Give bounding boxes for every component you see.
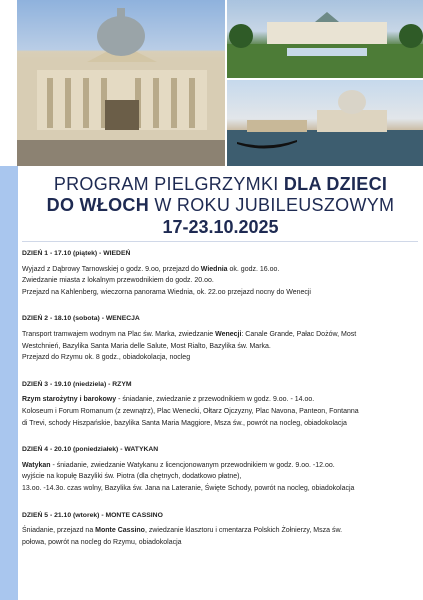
day-text-line: Zwiedzanie miasta z lokalnym przewodnikiem do godz. 20.oo. (22, 277, 214, 285)
divider (22, 241, 418, 242)
day-heading: DZIEŃ 3 - 19.10 (niedziela) - RZYM (22, 380, 132, 388)
program-days (22, 248, 420, 563)
day-heading: DZIEŃ 5 - 21.10 (wtorek) - MONTE CASSINO (22, 511, 163, 519)
day-text-line: Przejazd na Kahlenberg, wieczorna panorama Wiednia, ok. 22.oo przejazd nocny do Wenecji (22, 288, 311, 296)
day-text-line: Rzym starożytny i barokowy - śniadanie, zwiedzanie z przewodnikiem w godz. 9.oo. - 14.oo. (22, 396, 315, 404)
day-text-line: Koloseum i Forum Romanum (z zewnątrz), Plac Wenecki, Ołtarz Ojczyzny, Plac Navona, Panteon, Fontanna (22, 407, 359, 415)
day-text-line: Wyjazd z Dąbrowy Tarnowskiej o godz. 9.oo, przejazd do Wiednia ok. godz. 16.oo. (22, 265, 280, 273)
day-text-line: Przejazd do Rzymu ok. 8 godz., obiadokolacja, nocleg (22, 354, 191, 362)
day-item-1 (22, 248, 420, 298)
day-heading: DZIEŃ 2 - 18.10 (sobota) - WENECJA (22, 315, 140, 323)
photo-st-peters-basilica (17, 0, 225, 166)
day-text-line: di Trevi, schody Hiszpańskie, bazylika Santa Maria Maggiore, Msza św., powrót na nocleg, obiadokolacja (22, 419, 347, 427)
day-text-line: Westchnień, Bazylika Santa Maria delle Salute, Most Rialto, Bazylika św. Marka. (22, 342, 271, 350)
day-text-line: 13.oo. -14.3o. czas wolny, Bazylika św. Jana na Lateranie, Święte Schody, powrót na nocleg, obiadokolacja (22, 484, 355, 492)
day-text-line: Watykan - śniadanie, zwiedzanie Watykanu z licencjonowanym przewodnikiem w godz. 9.oo. -12.oo. (22, 461, 335, 469)
day-item-5 (22, 510, 420, 549)
title-dates: 17-23.10.2025 (162, 217, 279, 237)
day-text-line: połowa, powrót na nocleg do Rzymu, obiadokolacja (22, 538, 182, 546)
day-text-line: Śniadanie, przejazd na Monte Cassino, zwiedzanie klasztoru i cmentarza Polskich Żołnierzy, Msza św. (22, 527, 343, 535)
photo-belvedere-palace (227, 0, 423, 78)
day-text-line: Transport tramwajem wodnym na Plac św. Marka, zwiedzanie Wenecji: Canale Grande, Pałac Dożów, Most (22, 330, 357, 338)
day-item-2 (22, 313, 420, 363)
header-photos (0, 0, 423, 166)
title-line-1: PROGRAM PIELGRZYMKI DLA DZIECI (53, 174, 388, 194)
day-item-3 (22, 379, 420, 429)
photo-venice (227, 80, 423, 166)
day-heading: DZIEŃ 4 - 20.10 (poniedziałek) - WATYKAN (22, 446, 159, 454)
day-heading: DZIEŃ 1 - 17.10 (piątek) - WIEDEŃ (22, 250, 131, 257)
day-item-4 (22, 444, 420, 494)
page-title (18, 174, 423, 238)
day-text-line: wyjście na kopułę Bazyliki św. Piotra (dla chętnych, dodatkowo płatne), (22, 473, 242, 481)
side-band (0, 166, 18, 600)
title-line-2: DO WŁOCH W ROKU JUBILEUSZOWYM (46, 195, 395, 215)
